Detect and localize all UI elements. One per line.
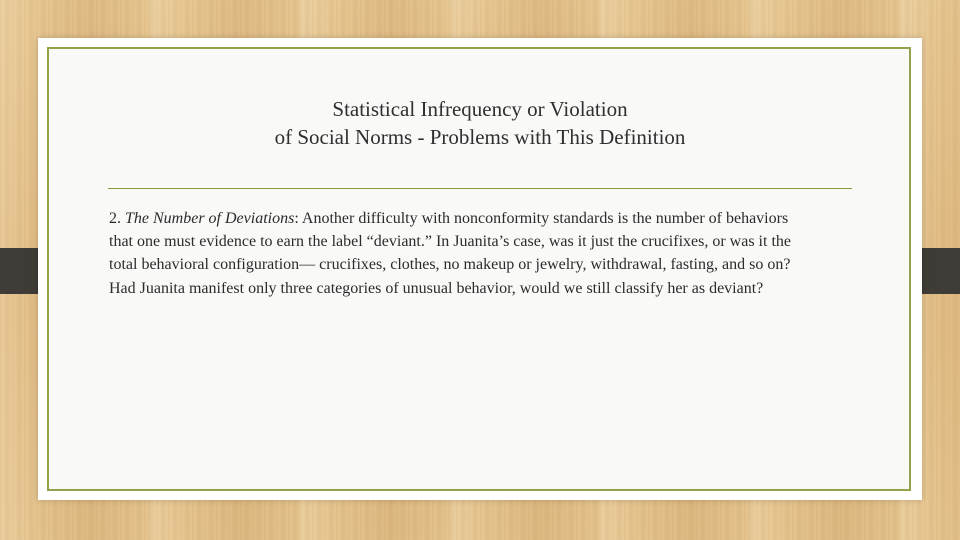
slide-title-line-2: of Social Norms - Problems with This Definition [274, 125, 686, 149]
title-divider [108, 188, 852, 189]
paragraph-term: The Number of Deviations [125, 210, 295, 227]
paragraph-colon: : [294, 210, 299, 227]
slide-title-line-1: Statistical Infrequency or Violation [332, 97, 628, 121]
body-paragraph [109, 207, 809, 300]
paragraph-text: Another difficulty with nonconformity standards is the number of behaviors that one must evidence to earn the label “deviant.” In Juanita’s case, was it just the crucifixes, or was it the total behavioral configuration— crucifixes, clothes, no makeup or jewelry, withdrawal, fasting, and so on? Had Juanita manifest only three categories of unusual behavior, would we still classify her as deviant? [109, 210, 791, 297]
paragraph-number: 2. [109, 210, 121, 227]
slide-title [0, 95, 960, 151]
